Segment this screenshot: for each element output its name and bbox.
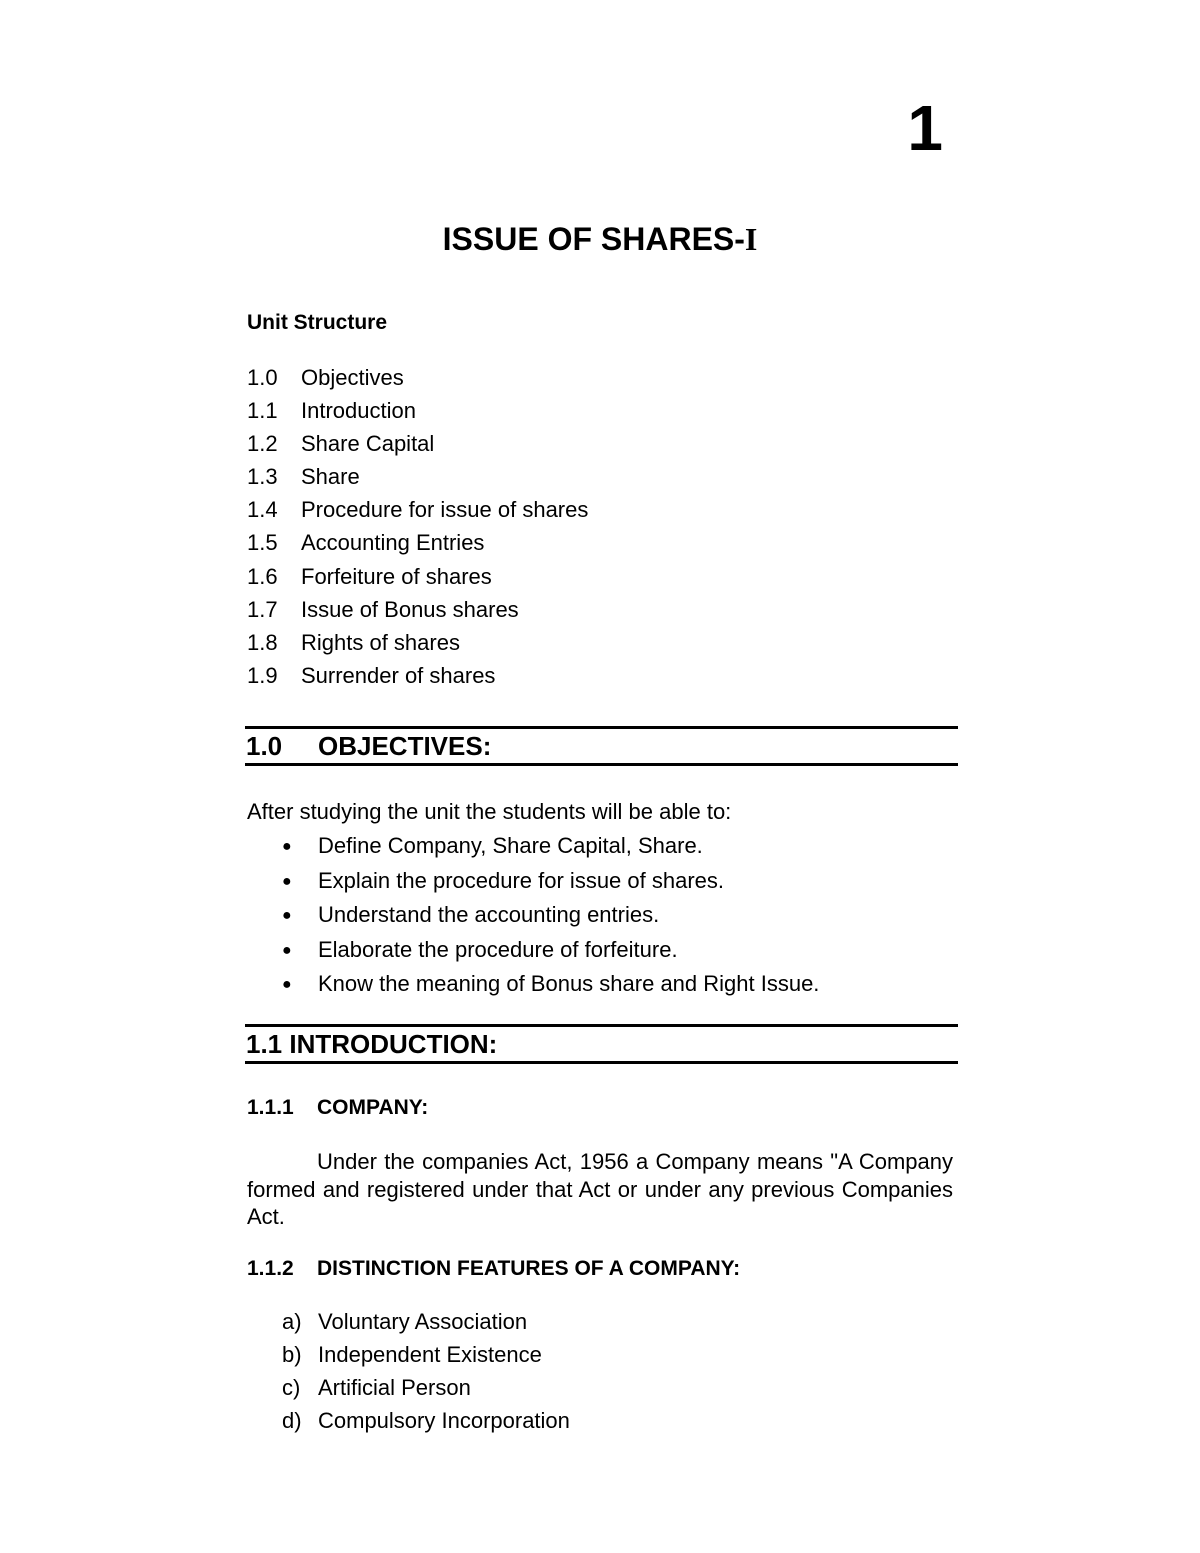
company-definition-paragraph: Under the companies Act, 1956 a Company means "A Company formed and registered under that Act or under any previous Companies Act. (247, 1149, 953, 1229)
toc-item-label: Objectives (301, 365, 404, 390)
unit-structure-list (247, 364, 588, 695)
feature-item-letter: b) (282, 1342, 302, 1367)
toc-item (247, 629, 588, 662)
feature-item-label: Compulsory Incorporation (318, 1408, 570, 1433)
toc-item (247, 529, 588, 562)
toc-item (247, 563, 588, 596)
chapter-title-roman: I (744, 221, 758, 257)
toc-item-number: 1.7 (247, 596, 278, 622)
feature-item (282, 1374, 570, 1407)
company-subheading (247, 1094, 428, 1122)
objective-text: Explain the procedure for issue of shares. (318, 867, 725, 893)
chapter-title (0, 220, 1200, 258)
company-subheading-title: COMPANY: (317, 1096, 429, 1119)
toc-item (247, 662, 588, 695)
toc-item-label: Issue of Bonus shares (301, 596, 519, 622)
toc-item-number: 1.1 (247, 398, 278, 424)
toc-item-number: 1.8 (247, 629, 278, 655)
toc-item-number: 1.4 (247, 497, 278, 523)
toc-item-label: Procedure for issue of shares (301, 497, 589, 523)
unit-structure-heading: Unit Structure (247, 311, 388, 334)
objective-item (282, 936, 819, 971)
introduction-section-heading (245, 1024, 958, 1064)
feature-item (282, 1308, 570, 1341)
toc-item-label: Share (301, 464, 360, 490)
objective-text: Know the meaning of Bonus share and Right Issue. (318, 971, 820, 996)
bullet-icon: ● (282, 941, 292, 959)
toc-item-number: 1.5 (247, 530, 278, 556)
features-subheading-title: DISTINCTION FEATURES OF A COMPANY: (317, 1257, 741, 1280)
bullet-icon: ● (282, 907, 292, 924)
feature-item-letter: c) (282, 1375, 301, 1400)
feature-item (282, 1341, 570, 1374)
feature-item (282, 1407, 570, 1440)
bullet-icon: ● (282, 838, 292, 855)
feature-item-label: Artificial Person (318, 1375, 471, 1400)
toc-item-label: Accounting Entries (301, 530, 485, 556)
objective-text: Elaborate the procedure of forfeiture. (318, 936, 678, 962)
toc-item-label: Forfeiture of shares (301, 563, 492, 589)
feature-item-letter: a) (282, 1309, 302, 1334)
chapter-title-main: ISSUE OF SHARES- (442, 221, 745, 257)
toc-item-label: Share Capital (301, 431, 435, 457)
introduction-section-title: 1.1 INTRODUCTION: (246, 1029, 498, 1059)
objective-text: Understand the accounting entries. (318, 902, 660, 927)
toc-item-label: Introduction (301, 398, 416, 424)
toc-item-label: Rights of shares (301, 629, 460, 655)
objectives-section-title: OBJECTIVES: (318, 731, 492, 761)
toc-item (247, 596, 588, 629)
toc-item (247, 364, 588, 397)
objectives-intro: After studying the unit the students will be able to: (247, 799, 732, 824)
feature-item-letter: d) (282, 1408, 302, 1433)
feature-item-label: Voluntary Association (318, 1309, 528, 1334)
objectives-section-heading (245, 726, 958, 766)
chapter-number: 1 (907, 92, 943, 164)
objective-item (282, 970, 819, 1005)
toc-item-number: 1.6 (247, 563, 278, 589)
objective-text: Define Company, Share Capital, Share. (318, 833, 703, 858)
company-subheading-number: 1.1.1 (247, 1096, 294, 1119)
toc-item-number: 1.3 (247, 464, 278, 490)
toc-item (247, 430, 588, 463)
bullet-icon: ● (282, 976, 292, 993)
features-subheading (247, 1255, 740, 1283)
features-subheading-number: 1.1.2 (247, 1257, 294, 1280)
feature-item-label: Independent Existence (318, 1342, 542, 1367)
bullet-icon: ● (282, 872, 292, 890)
features-list (282, 1308, 570, 1440)
objective-item (282, 867, 819, 902)
toc-item-number: 1.9 (247, 662, 278, 688)
objective-item (282, 901, 819, 936)
objectives-section-number: 1.0 (246, 731, 283, 761)
toc-item (247, 496, 588, 529)
toc-item-label: Surrender of shares (301, 662, 496, 688)
toc-item (247, 397, 588, 430)
toc-item-number: 1.2 (247, 431, 278, 457)
objective-item (282, 832, 819, 867)
toc-item (247, 463, 588, 496)
objectives-list (282, 832, 819, 1005)
toc-item-number: 1.0 (247, 365, 278, 390)
